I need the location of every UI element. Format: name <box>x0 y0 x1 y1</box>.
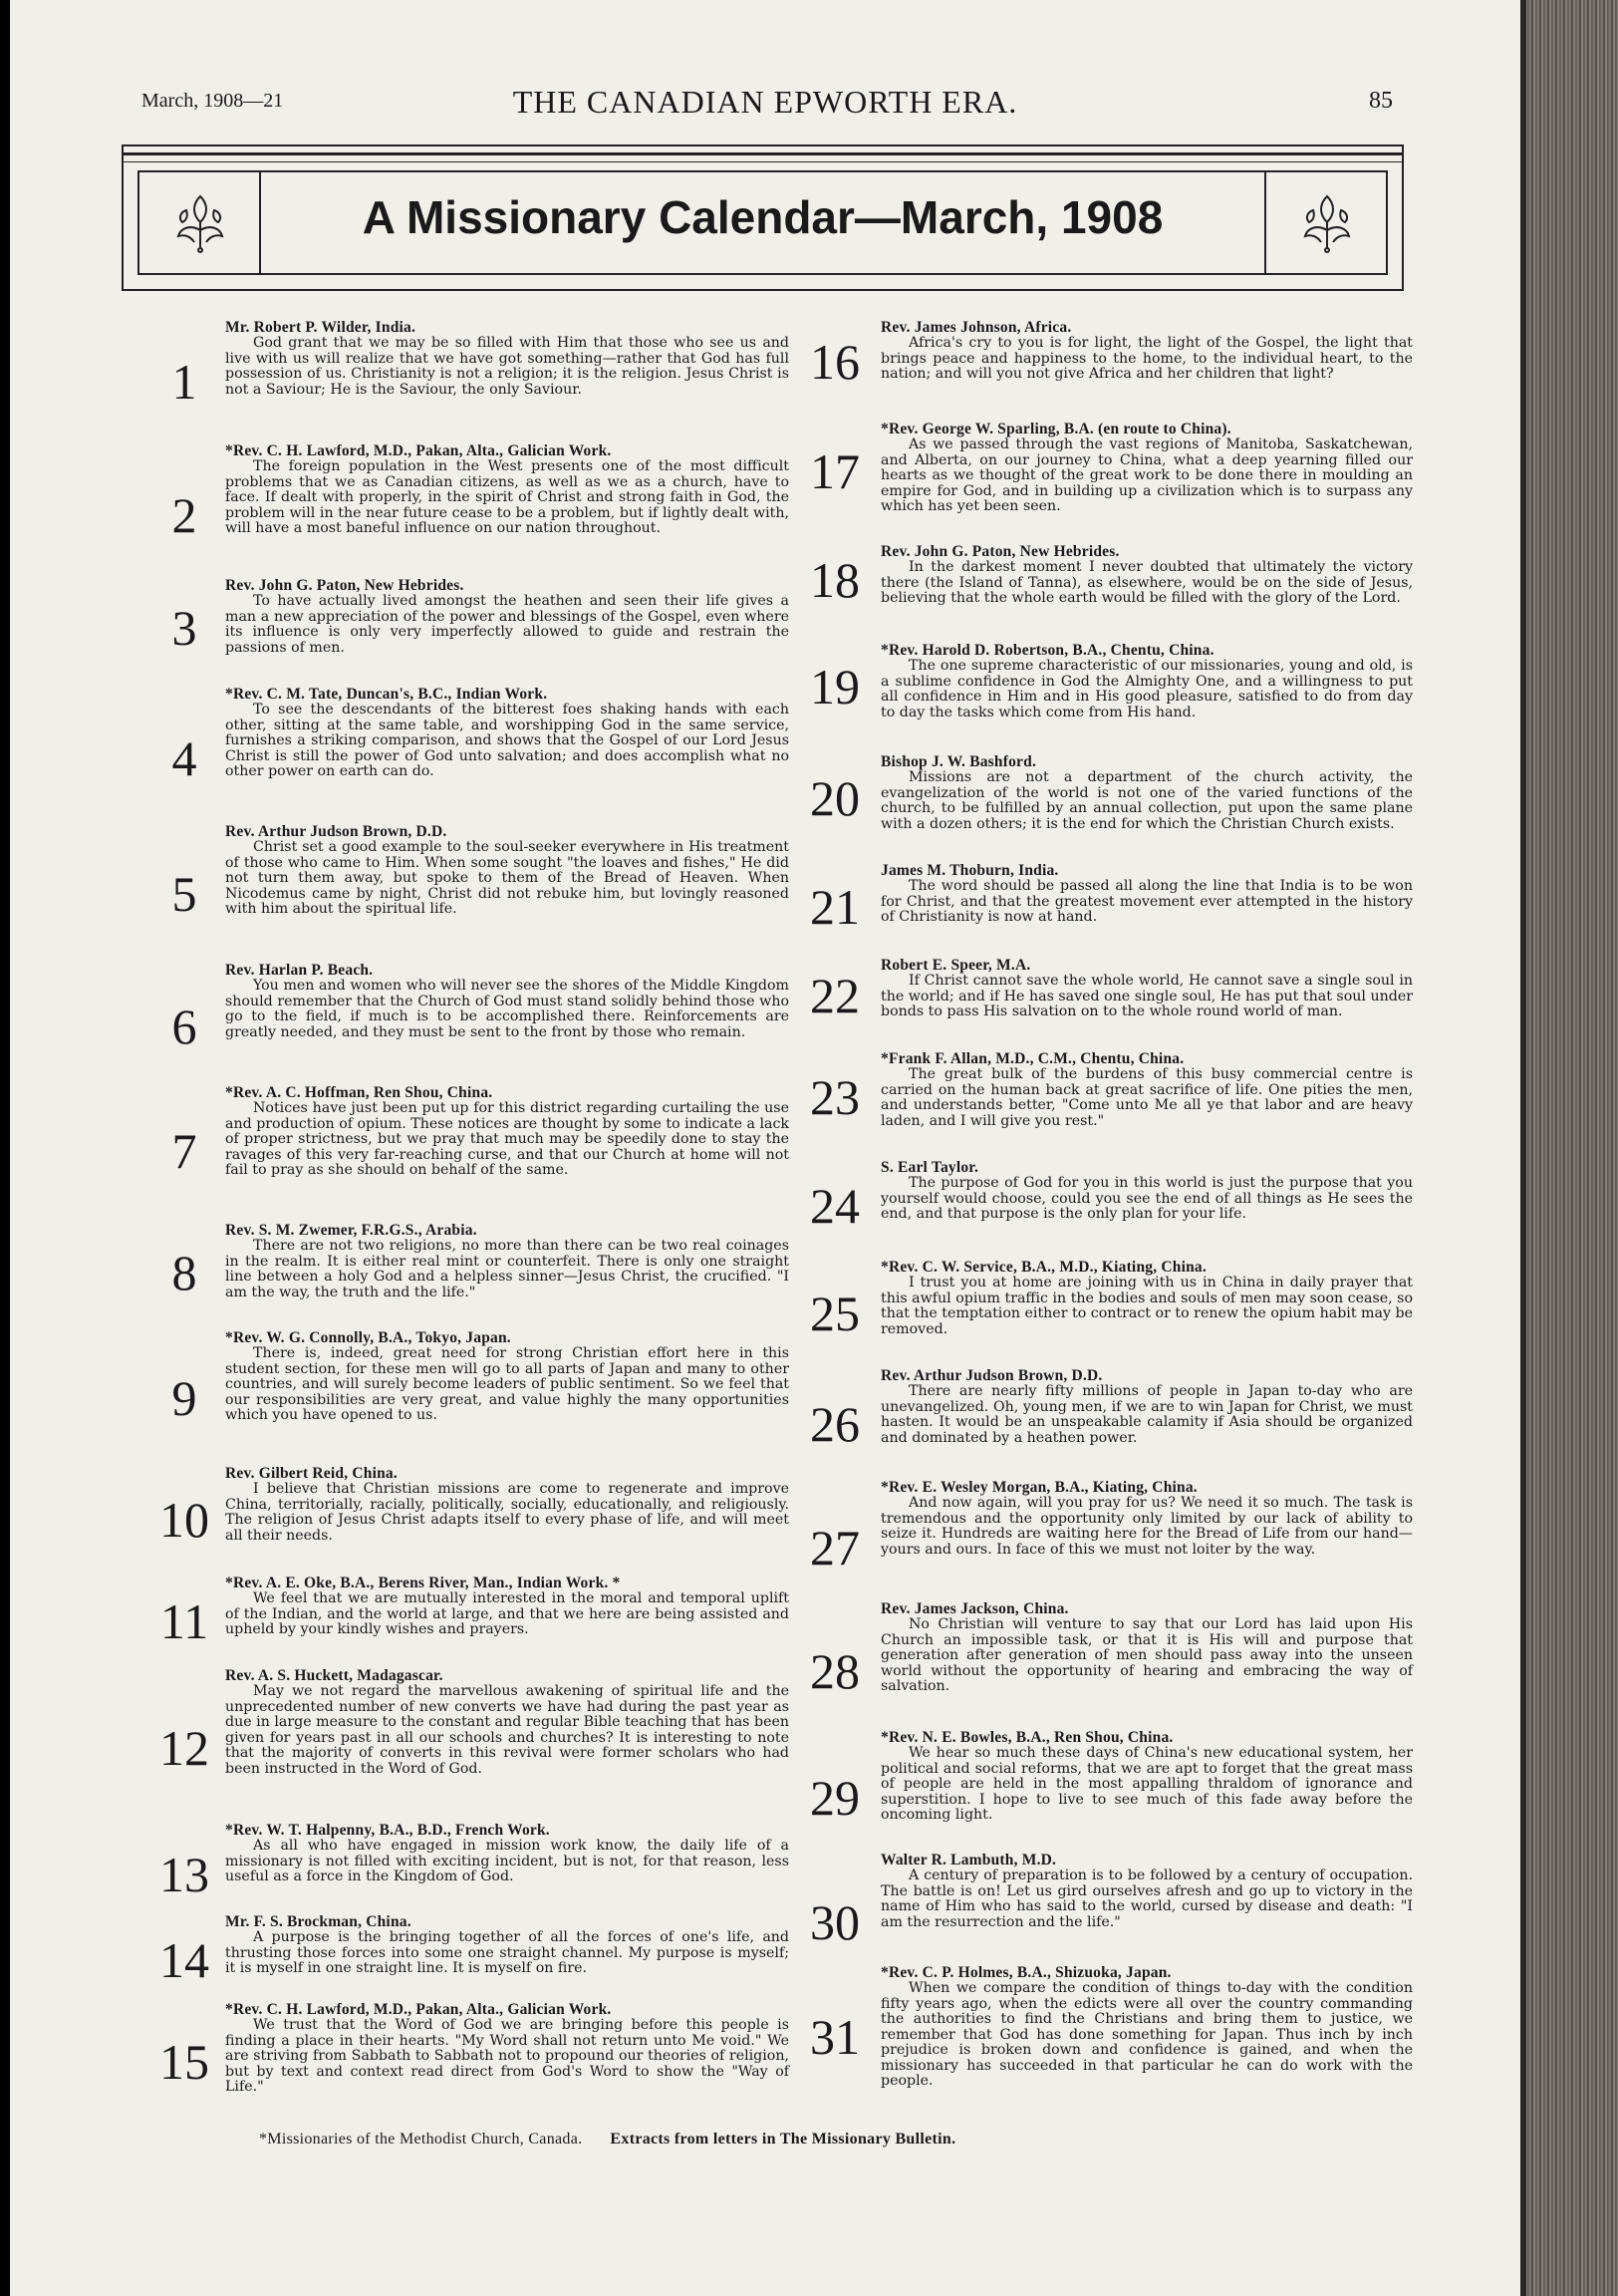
entry-author: Rev. Harlan P. Beach. <box>225 962 374 979</box>
day-number: 21 <box>810 879 860 935</box>
day-number: 3 <box>171 600 197 656</box>
entry-quote: There is, indeed, great need for strong Christian effort here in this student section, for these men will go to all parts of Japan and many to other countries, and will surely become leaders of public sentiment. So we feel that our responsibilities are very great, and value highly the many opportunities which you have opened to us. <box>225 1345 789 1423</box>
entry-quote: I trust you at home are joining with us in China in daily prayer that this awful opium traffic in the bodies and souls of men may soon cease, so that the temptation either to contract or to renew the opium habit may be removed. <box>881 1275 1413 1337</box>
entry-author: *Rev. C. H. Lawford, M.D., Pakan, Alta., Galician Work. <box>225 2001 612 2018</box>
day-number: 5 <box>171 866 197 922</box>
entry-quote: You men and women who will never see the shores of the Middle Kingdom should remember that the Church of God must stand solidly behind those who go to the field, if much is to be accomplished there. Reinforcements are greatly needed, and they must be sent to the front by those who remain. <box>225 978 789 1040</box>
day-number: 12 <box>159 1720 209 1776</box>
page-gutter <box>1520 0 1526 2296</box>
entry-author: *Rev. E. Wesley Morgan, B.A., Kiating, China. <box>881 1479 1198 1496</box>
magazine-page <box>10 0 1520 2296</box>
banner-rule <box>124 152 1402 162</box>
entry-author: Rev. S. M. Zwemer, F.R.G.S., Arabia. <box>225 1222 477 1239</box>
footnote-missionaries: *Missionaries of the Methodist Church, Canada. <box>259 2131 583 2148</box>
day-number: 20 <box>810 770 860 826</box>
day-number: 24 <box>810 1178 860 1234</box>
day-number: 7 <box>171 1123 197 1179</box>
calendar-title: A Missionary Calendar—March, 1908 <box>362 191 1164 243</box>
entry-author: Robert E. Speer, M.A. <box>881 957 1031 974</box>
entry-quote: As we passed through the vast regions of Manitoba, Saskatchewan, and Alberta, on our journey to China, what a deep yearning filled our hearts as we thought of the great work to be done there in moulding an empire for God, and in building up a civilization which is to surpass any which has yet been seen. <box>881 436 1413 514</box>
entry-author: *Rev. W. G. Connolly, B.A., Tokyo, Japan. <box>225 1329 511 1346</box>
entry-quote: To have actually lived amongst the heathen and seen their life gives a man a new appreciation of the power and blessings of the Gospel, even where its influence is only very imperfectly allowed to guide and restrain the passions of men. <box>225 593 789 656</box>
entry-author: Rev. John G. Paton, New Hebrides. <box>881 543 1120 560</box>
day-number: 30 <box>810 1894 860 1950</box>
entry-quote: No Christian will venture to say that our Lord has laid upon His Church an impossible task, or that it is His will and purpose that generation after generation of men should pass away into the unseen world without the opportunity of hearing and embracing the way of salvation. <box>881 1616 1413 1694</box>
entry-author: *Rev. A. E. Oke, B.A., Berens River, Man., Indian Work. * <box>225 1575 621 1591</box>
publication-title: THE CANADIAN EPWORTH ERA. <box>512 84 1018 120</box>
entry-author: Walter R. Lambuth, M.D. <box>881 1852 1057 1868</box>
day-number: 6 <box>171 999 197 1054</box>
entry-author: Rev. Arthur Judson Brown, D.D. <box>225 823 447 840</box>
entry-quote: The word should be passed all along the line that India is to be won for Christ, and that the greatest movement ever attempted in the history of Christianity is now at hand. <box>881 878 1413 925</box>
entry-author: Rev. James Jackson, China. <box>881 1600 1069 1617</box>
entry-author: *Rev. W. T. Halpenny, B.A., B.D., French Work. <box>225 1822 550 1839</box>
day-number: 10 <box>159 1492 209 1548</box>
running-head <box>10 86 1520 126</box>
entry-author: *Rev. C. H. Lawford, M.D., Pakan, Alta., Galician Work. <box>225 442 612 459</box>
banner-frame <box>137 170 1388 275</box>
entry-quote: Christ set a good example to the soul-seeker everywhere in His treatment of those who came to Him. When some sought "the loaves and fishes," He did not turn them away, but spoke to them of the Bread of Heaven. When Nicodemus came by night, Christ did not rebuke him, but lovingly reasoned with him about the spiritual life. <box>225 839 789 917</box>
entry-quote: I believe that Christian missions are come to regenerate and improve China, territorially, racially, politically, socially, educationally, and religiously. The religion of Jesus Christ adapts itself to every phase of life, and will meet all their needs. <box>225 1481 789 1544</box>
entry-quote: When we compare the condition of things to-day with the condition fifty years ago, when the edicts were all over the country commanding the authorities to find the Christians and bring them to justice, we remember that God has done something for Japan. Thus inch by inch prejudice is broken down and confidence is gained, and when the missionary has succeeded in that particular he can do work with the people. <box>881 1980 1413 2089</box>
entry-quote: Notices have just been put up for this district regarding curtailing the use and production of opium. These notices are thought by some to indicate a lack of proper strictness, but we pray that much may be speedily done to stay the ravages of this very far-reaching curse, and that our Church at home will not fail to pray as she should on behalf of the same. <box>225 1100 789 1178</box>
entry-quote: The purpose of God for you in this world is just the purpose that you yourself would choose, could you see the end of all things as He sees the end, and that purpose is the only plan for your life. <box>881 1175 1413 1222</box>
entry-quote: In the darkest moment I never doubted that ultimately the victory there (the Island of Tanna), as elsewhere, would be on the side of Jesus, believing that the whole earth would be filled with the glory of the Lord. <box>881 559 1413 606</box>
entry-quote: May we not regard the marvellous awakening of spiritual life and the unprecedented number of new converts we have had during the past year as due in large measure to the constant and regular Bible teaching that has been given for years past in all our schools and churches? It is interesting to note that the majority of converts in this revival were former scholars who had been instructed in the Word of God. <box>225 1683 789 1777</box>
entry-quote: The foreign population in the West presents one of the most difficult problems that we as Canadian citizens, as well as we as a church, have to face. If dealt with properly, in the spirit of Christ and strong faith in God, the problem will in the near future cease to be a problem, but if lightly dealt with, will have a most baneful influence on our nation throughout. <box>225 458 789 536</box>
day-number: 16 <box>810 334 860 390</box>
entry-quote: God grant that we may be so filled with Him that those who see us and live with us will realize that we have got something—rather that God has full possession of us. Christianity is not a religion; it is the religion. Jesus Christ is not a Saviour; He is the Saviour, the only Saviour. <box>225 335 789 398</box>
ornament-box-left <box>139 172 261 273</box>
entry-author: *Rev. N. E. Bowles, B.A., Ren Shou, China. <box>881 1729 1174 1746</box>
day-number: 13 <box>159 1847 209 1902</box>
issue-date: March, 1908—21 <box>141 90 284 112</box>
entry-author: Mr. F. S. Brockman, China. <box>225 1913 411 1930</box>
day-number: 19 <box>810 659 860 715</box>
day-number: 14 <box>159 1932 209 1988</box>
entry-author: Rev. James Johnson, Africa. <box>881 319 1072 336</box>
entry-author: *Rev. Harold D. Robertson, B.A., Chentu, China. <box>881 642 1214 659</box>
day-number: 17 <box>810 443 860 499</box>
entry-quote: The great bulk of the burdens of this busy commercial centre is carried on the human back at great sacrifice of life. One pities the men, and understands better, "Come unto Me all ye that labor and are heavy laden, and I will give you rest." <box>881 1066 1413 1129</box>
day-number: 26 <box>810 1396 860 1452</box>
entry-author: *Frank F. Allan, M.D., C.M., Chentu, China. <box>881 1050 1185 1067</box>
entry-author: Rev. John G. Paton, New Hebrides. <box>225 577 464 594</box>
day-number: 18 <box>810 552 860 608</box>
day-number: 1 <box>171 354 197 410</box>
entry-quote: As all who have engaged in mission work know, the daily life of a missionary is not filled with exciting incident, but is not, for that reason, less useful as a force in the Kingdom of God. <box>225 1838 789 1884</box>
entry-author: *Rev. George W. Sparling, B.A. (en route to China). <box>881 421 1231 437</box>
footnote-source: Extracts from letters in The Missionary Bulletin. <box>610 2131 956 2148</box>
entry-author: *Rev. C. P. Holmes, B.A., Shizuoka, Japan. <box>881 1964 1172 1981</box>
entry-quote: There are nearly fifty millions of people in Japan to-day who are unevangelized. Oh, young men, if we are to win Japan for Christ, we must hasten. It would be an unspeakable calamity if Asia should be organized and dominated by a heathen power. <box>881 1383 1413 1446</box>
entry-author: Bishop J. W. Bashford. <box>881 753 1037 770</box>
day-number: 8 <box>171 1245 197 1300</box>
entry-quote: If Christ cannot save the whole world, He cannot save a single soul in the world; and if He has saved one single soul, He has put that soul under bonds to pass His salvation on to the whole round world of man. <box>881 973 1413 1019</box>
entry-quote: We feel that we are mutually interested in the moral and temporal uplift of the Indian, and the world at large, and that we here are being assisted and upheld by your kindly wishes and prayers. <box>225 1590 789 1637</box>
day-number: 4 <box>171 730 197 786</box>
entry-author: *Rev. A. C. Hoffman, Ren Shou, China. <box>225 1084 493 1101</box>
entry-quote: Missions are not a department of the church activity, the evangelization of the world is not one of the varied functions of the church, to be fulfilled by an annual collection, put upon the same plane with a dozen others; it is the end for which the Christian Church exists. <box>881 769 1413 832</box>
floral-ornament-icon <box>1299 190 1355 254</box>
entry-quote: And now again, will you pray for us? We need it so much. The task is tremendous and the opportunity only limited by our lack of ability to seize it. Hundreds are waiting here for the Bread of Life from our hand—yours and ours. In face of this we must not loiter by the way. <box>881 1495 1413 1558</box>
day-number: 28 <box>810 1643 860 1699</box>
book-spine-edge <box>1520 0 1618 2296</box>
entry-author: Rev. A. S. Huckett, Madagascar. <box>225 1667 443 1684</box>
day-number: 9 <box>171 1370 197 1426</box>
entry-author: S. Earl Taylor. <box>881 1159 979 1176</box>
entry-author: *Rev. C. W. Service, B.A., M.D., Kiating, China. <box>881 1259 1207 1276</box>
entry-author: James M. Thoburn, India. <box>881 862 1059 879</box>
entry-quote: A century of preparation is to be followed by a century of occupation. The battle is on! Let us gird ourselves afresh and go up to victory in the name of Him who has said to the world, cursed by disease and death: "I am the resurrection and the life." <box>881 1867 1413 1930</box>
entry-quote: The one supreme characteristic of our missionaries, young and old, is a sublime confidence in God the Almighty One, and a willingness to put all confidence in Him and in His good pleasure, satisfied to do from day to day the tasks which come from His hand. <box>881 658 1413 720</box>
entry-author: Rev. Arthur Judson Brown, D.D. <box>881 1367 1103 1384</box>
day-number: 15 <box>159 2034 209 2090</box>
day-number: 27 <box>810 1520 860 1576</box>
day-number: 25 <box>810 1286 860 1341</box>
footnote <box>259 2131 955 2149</box>
day-number: 22 <box>810 968 860 1023</box>
day-number: 2 <box>171 487 197 543</box>
ornament-box-right <box>1264 172 1386 273</box>
entry-quote: Africa's cry to you is for light, the light of the Gospel, the light that brings peace and happiness to the home, to the individual heart, to the nation; and will you not give Africa and her children that light? <box>881 335 1413 382</box>
entry-quote: We trust that the Word of God we are bringing before this people is finding a place in their hearts. "My Word shall not return unto Me void." We are striving from Sabbath to Sabbath not to propound our theories of religion, but by text and context read direct from God's Word to show the "Way of Life." <box>225 2017 789 2095</box>
page-number: 85 <box>1369 88 1393 114</box>
entry-quote: To see the descendants of the bitterest foes shaking hands with each other, sitting at the same table, and worshipping God in the same service, furnishes a striking comparison, and shows that the Gospel of our Lord Jesus Christ is still the power of God unto salvation; and does accomplish what no other power on earth can do. <box>225 702 789 779</box>
entry-quote: There are not two religions, no more than there can be two real coinages in the realm. It is either real mint or counterfeit. There is only one straight line between a holy God and a helpless sinner—Jesus Christ, the crucified. "I am the way, the truth and the life." <box>225 1238 789 1300</box>
floral-ornament-icon <box>172 190 228 254</box>
entry-author: *Rev. C. M. Tate, Duncan's, B.C., Indian Work. <box>225 686 548 703</box>
entry-quote: We hear so much these days of China's new educational system, her political and social reforms, that we are apt to forget that the great mass of people are held in the most appalling thraldom of ignorance and superstition. I hope to live to see much of this fade away before the oncoming light. <box>881 1745 1413 1823</box>
day-number: 31 <box>810 2009 860 2065</box>
entry-author: Mr. Robert P. Wilder, India. <box>225 319 416 336</box>
entry-quote: A purpose is the bringing together of all the forces of one's life, and thrusting those forces into some one straight channel. My purpose is myself; it is myself in one straight line. It is myself on fire. <box>225 1929 789 1976</box>
day-number: 29 <box>810 1770 860 1826</box>
day-number: 23 <box>810 1069 860 1125</box>
entry-author: Rev. Gilbert Reid, China. <box>225 1465 398 1482</box>
day-number: 11 <box>159 1593 209 1649</box>
title-banner <box>122 144 1404 291</box>
